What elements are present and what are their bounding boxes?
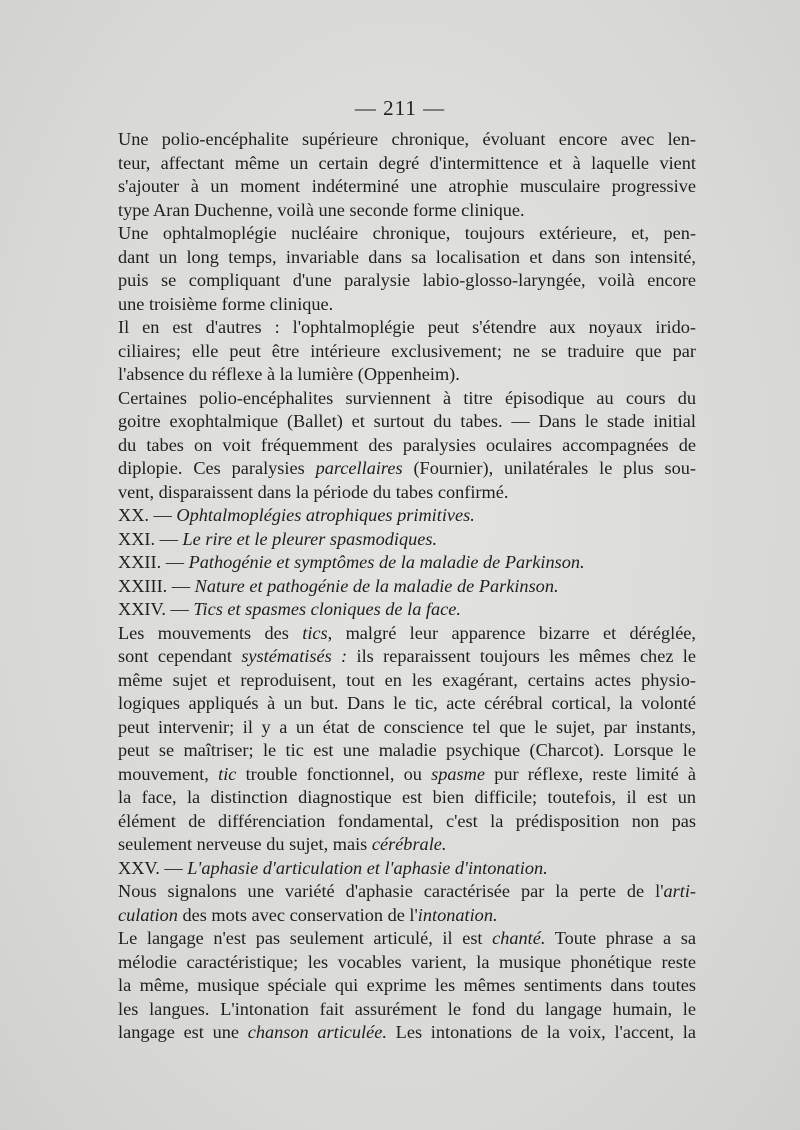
text-line: élément de différenciation fondamental, c'est la prédisposition non pas [118,810,696,831]
text-line: dant un long temps, invariable dans sa localisation et dans son intensité, [118,246,696,267]
text-line: seulement nerveuse du sujet, mais cérébrale. [118,834,447,854]
text-line: XXI. — Le rire et le pleurer spasmodiques. [118,528,438,549]
text-line: XXII. — Pathogénie et symptômes de la maladie de Parkinson. [118,552,585,572]
text-line: culation des mots avec conservation de l'intonation. [118,904,498,925]
text-line: puis se compliquant d'une paralysie labio-glosso-laryngée, voilà encore [118,270,696,290]
text-line: peut se maîtriser; le tic est une maladie psychique (Charcot). Lorsque le [118,740,696,760]
text-line: type Aran Duchenne, voilà une seconde forme clinique. [118,199,525,220]
text-line: l'absence du réflexe à la lumière (Oppenheim). [118,364,460,384]
text-line: goitre exophtalmique (Ballet) et surtout du tabes. — Dans le stade initial [118,411,696,431]
text-line: mouvement, tic trouble fonctionnel, ou spasme pur réflexe, reste limité à [118,763,697,784]
text-line: ciliaires; elle peut être intérieure exclusivement; ne se traduire que par [118,340,696,361]
text-line: langage est une chanson articulée. Les intonations de la voix, l'accent, la [118,1022,696,1042]
text-line: la face, la distinction diagnostique est bien difficile; toutefois, il est un [118,787,696,807]
text-line: vent, disparaissent dans la période du tabes confirmé. [118,481,509,502]
text-line: XXIV. — Tics et spasmes cloniques de la face. [118,599,461,619]
text-line: Les mouvements des tics, malgré leur apparence bizarre et déréglée, [118,622,696,643]
text-line: Une ophtalmoplégie nucléaire chronique, toujours extérieure, et, pen- [118,223,696,243]
text-line: Il en est d'autres : l'ophtalmoplégie peut s'étendre aux noyaux irido- [118,317,696,337]
text-line: sont cependant systématisés : ils reparaissent toujours les mêmes chez le [118,646,696,666]
page-number: — 211 — [354,96,446,120]
body-text [118,128,696,1045]
text-line: diplopie. Ces paralysies parcellaires (Fournier), unilatérales le plus sou- [118,458,697,478]
text-line: XXIII. — Nature et pathogénie de la maladie de Parkinson. [118,575,559,596]
text-line: XXV. — L'aphasie d'articulation et l'aphasie d'intonation. [118,857,548,878]
text-line: Une polio-encéphalite supérieure chronique, évoluant encore avec len- [118,129,696,149]
text-line: une troisième forme clinique. [118,293,334,314]
text-line: la même, musique spéciale qui exprime les mêmes sentiments dans toutes [118,975,696,995]
text-line: du tabes on voit fréquemment des paralysies oculaires accompagnées de [118,434,696,455]
text-line: Nous signalons une variété d'aphasie caractérisée par la perte de l'arti- [118,881,696,901]
text-line: mélodie caractéristique; les vocables varient, la musique phonétique reste [118,951,696,972]
text-line: teur, affectant même un certain degré d'intermittence et à laquelle vient [118,152,696,173]
text-line: XX. — Ophtalmoplégies atrophiques primitives. [118,505,475,525]
text-line: même sujet et reproduisent, tout en les exagérant, certains actes physio- [118,669,696,690]
text-line: Certaines polio-encéphalites surviennent à titre épisodique au cours du [118,387,696,408]
text-line: les langues. L'intonation fait assurément le fond du langage humain, le [118,998,696,1019]
text-line: Le langage n'est pas seulement articulé, il est chanté. Toute phrase a sa [118,928,696,948]
text-line: s'ajouter à un moment indéterminé une atrophie musculaire progressive [118,176,696,196]
text-line: logiques appliqués à un but. Dans le tic, acte cérébral cortical, la volonté [118,693,696,713]
text-line: peut intervenir; il y a un état de conscience tel que le sujet, par instants, [118,716,696,737]
